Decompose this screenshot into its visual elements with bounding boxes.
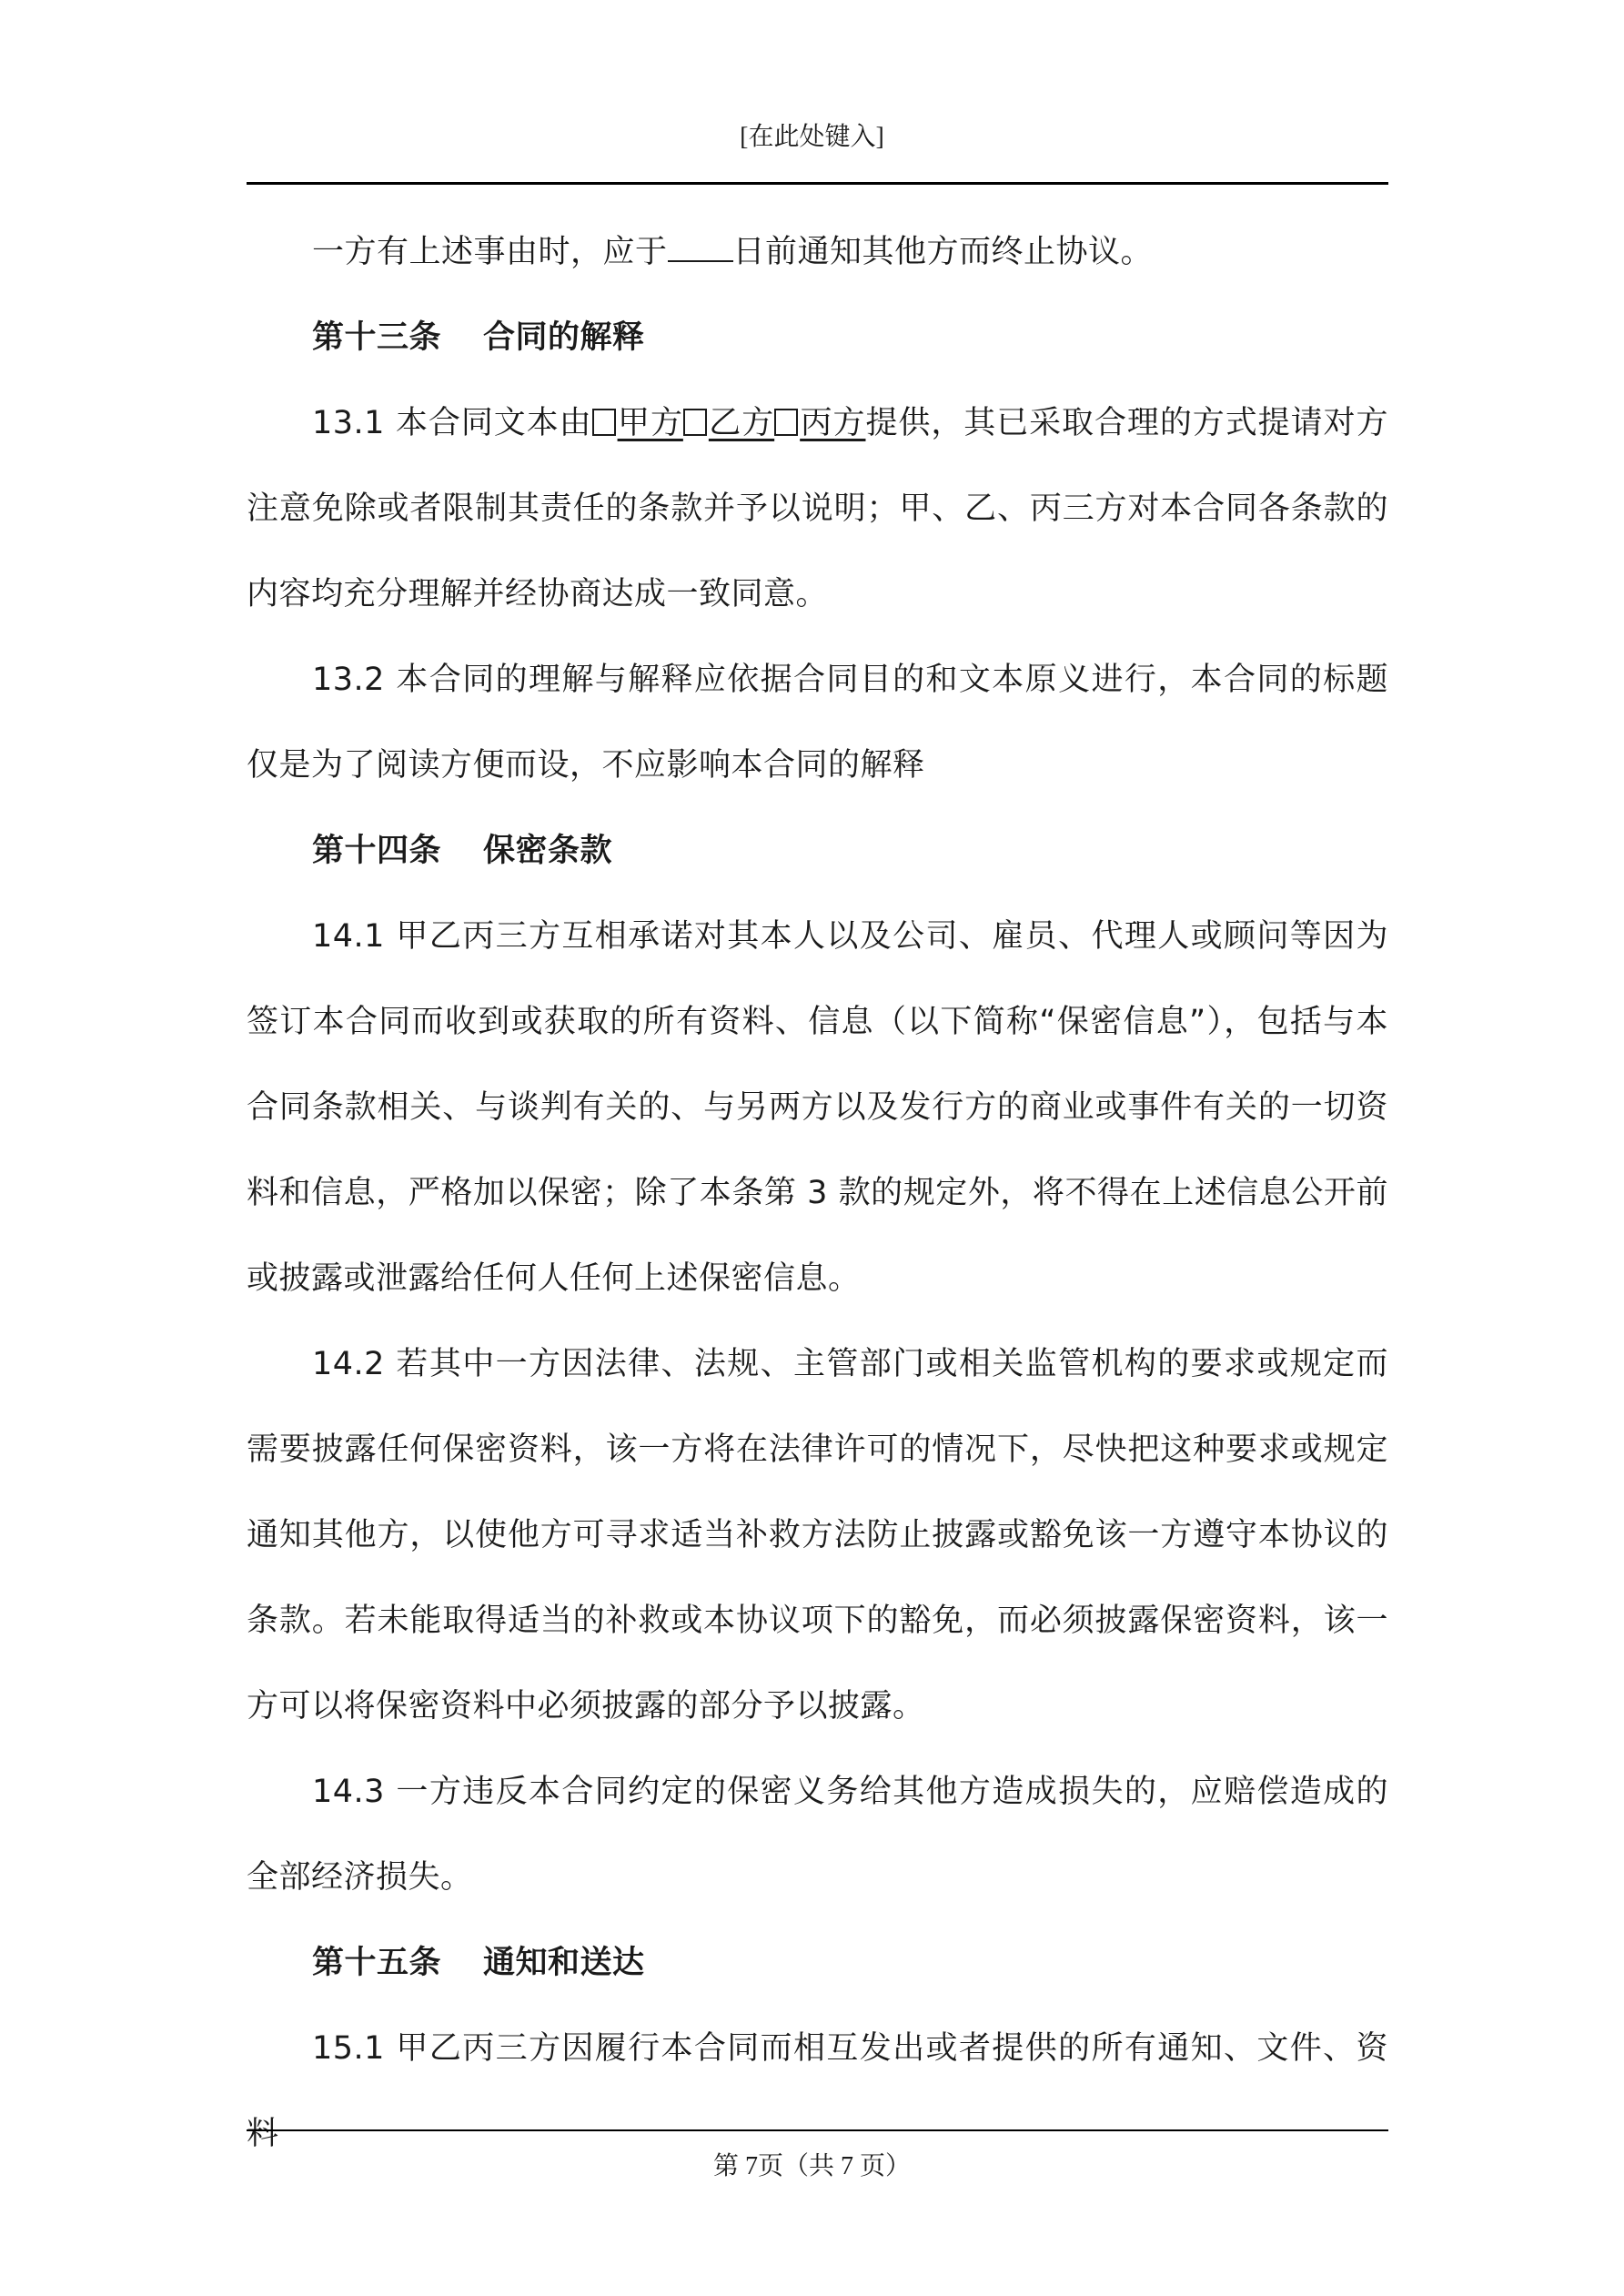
- clause-14-1: 14.1 甲乙丙三方互相承诺对其本人以及公司、雇员、代理人或顾问等因为签订本合同而收到或获取的所有资料、信息（以下简称“保密信息”），包括与本合同条款相关、与谈判有关的、与另两方以及发行方的商业或事件有关的一切资料和信息，严格加以保密；除了本条第 3 款的规定外，将不得在上述信息公开前或披露或泄露给任何人任何上述保密信息。: [247, 918, 1388, 1297]
- article-14-heading: [247, 808, 1388, 894]
- checkbox-party-c[interactable]: [774, 409, 798, 436]
- option-label: 丙方: [800, 405, 866, 441]
- party-options: [592, 405, 866, 441]
- paragraph-termination-notice: [247, 209, 1388, 295]
- footer-divider: [247, 2129, 1388, 2131]
- article-number: 第十五条: [312, 1945, 442, 1981]
- clause-13-1: [247, 380, 1388, 637]
- clause-text: 13.1 本合同文本由: [312, 405, 592, 441]
- header-divider: [247, 182, 1388, 185]
- clause-14-2: 14.2 若其中一方因法律、法规、主管部门或相关监管机构的要求或规定而需要披露任何保密资料，该一方将在法律许可的情况下，尽快把这种要求或规定通知其他方，以使他方可寻求适当补救方法防止披露或豁免该一方遵守本协议的条款。若未能取得适当的补救或本协议项下的豁免，而必须披露保密资料，该一方可以将保密资料中必须披露的部分予以披露。: [247, 1346, 1388, 1725]
- paragraph-text: 一方有上述事由时，应于: [312, 234, 668, 270]
- article-title: 合同的解释: [483, 319, 645, 356]
- clause-13-2: 13.2 本合同的理解与解释应依据合同目的和文本原义进行，本合同的标题仅是为了阅读方便而设，不应影响本合同的解释: [247, 662, 1388, 784]
- clause-15-1: 15.1 甲乙丙三方因履行本合同而相互发出或者提供的所有通知、文件、资料: [247, 2030, 1388, 2152]
- page-header: [在此处键入]: [740, 123, 884, 151]
- option-label: 乙方: [708, 405, 775, 441]
- article-number: 第十三条: [312, 319, 442, 356]
- page-number: 第 7页（共 7 页）: [712, 2152, 911, 2180]
- article-number: 第十四条: [312, 833, 442, 869]
- fill-in-blank[interactable]: [668, 233, 733, 262]
- clause-14-3: 14.3 一方违反本合同约定的保密义务给其他方造成损失的，应赔偿造成的全部经济损失。: [247, 1774, 1388, 1896]
- article-13-heading: [247, 295, 1388, 380]
- checkbox-party-a[interactable]: [592, 409, 616, 436]
- option-label: 甲方: [617, 405, 683, 441]
- article-title: 通知和送达: [483, 1945, 645, 1981]
- checkbox-party-b[interactable]: [683, 409, 707, 436]
- article-15-heading: [247, 1920, 1388, 2006]
- article-title: 保密条款: [483, 833, 613, 869]
- clause-text: 提供，其已采取合理的方式提请对方注意免除或者限制其责任的条款并予以说明；甲、乙、丙三方对本合同各条款的内容均充分理解并经协商达成一致同意。: [247, 405, 1388, 612]
- document-body: [247, 209, 1388, 2177]
- paragraph-text: 日前通知其他方而终止协议。: [732, 234, 1154, 270]
